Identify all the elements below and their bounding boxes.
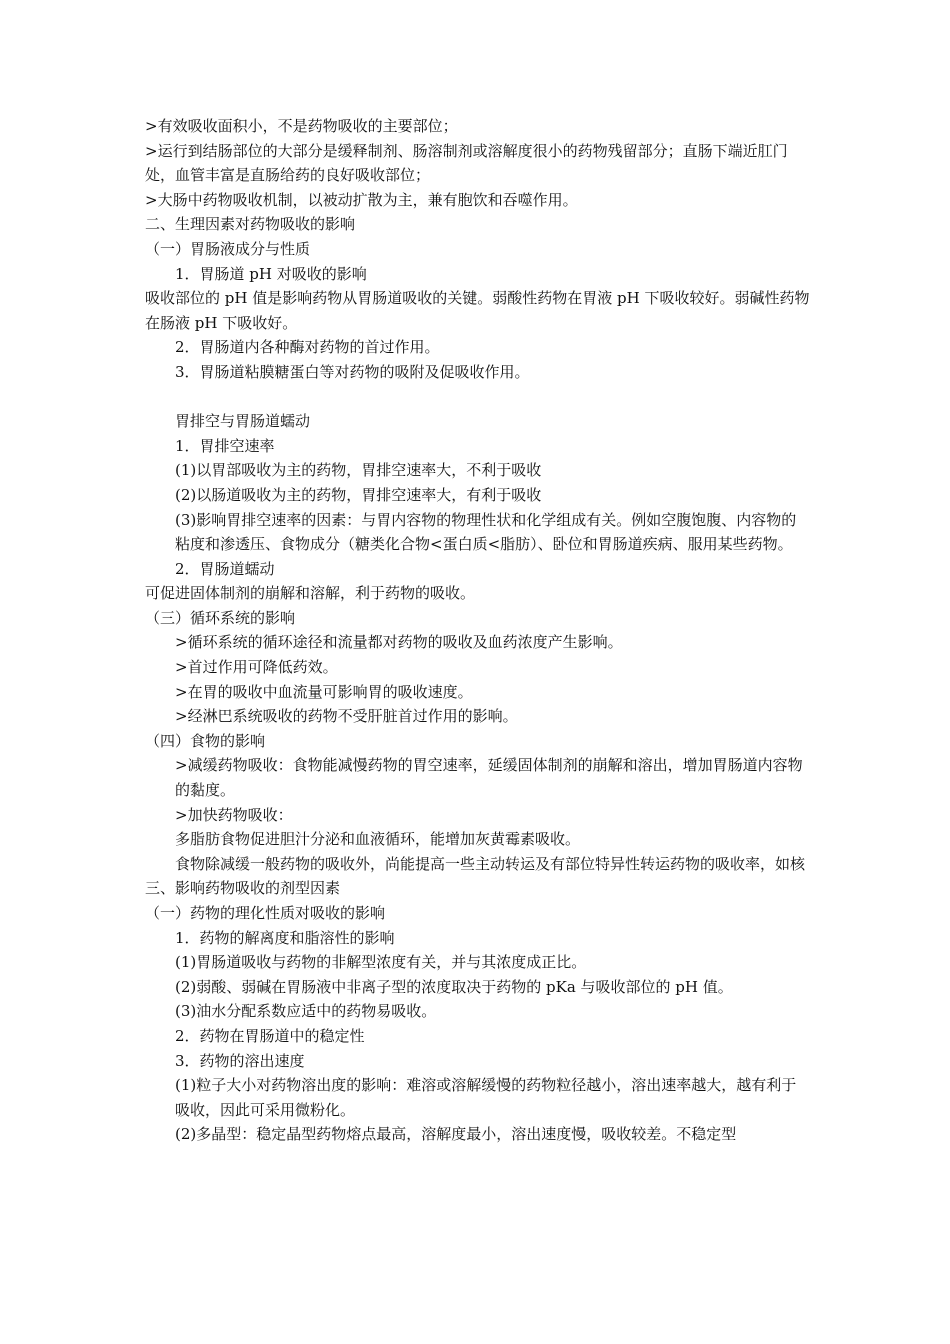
text-line: >加快药物吸收： xyxy=(175,805,293,824)
text-line: >减缓药物吸收：食物能减慢药物的胃空速率，延缓固体制剂的崩解和溶出，增加胃肠道内容物的黏度。 xyxy=(175,756,803,800)
text-line: （一）药物的理化性质对吸收的影响 xyxy=(145,904,386,922)
text-line: >在胃的吸收中血流量可影响胃的吸收速度。 xyxy=(175,682,473,701)
text-line: (1)粒子大小对药物溶出度的影响：难溶或溶解缓慢的药物粒径越小，溶出速率越大，越有利于吸收，因此可采用微粉化。 xyxy=(175,1076,797,1119)
text-line: >经淋巴系统吸收的药物不受肝脏首过作用的影响。 xyxy=(175,707,518,726)
text-line: >首过作用可降低药效。 xyxy=(175,658,338,677)
text-line: >运行到结肠部位的大部分是缓释制剂、肠溶制剂或溶解度很小的药物残留部分；直肠下端近肛门处，血管丰富是直肠给药的良好吸收部位； xyxy=(145,141,788,185)
text-line: （四）食物的影响 xyxy=(145,731,266,750)
text-line: 2．药物在胃肠道中的稳定性 xyxy=(175,1026,365,1045)
text-line: 三、影响药物吸收的剂型因素 xyxy=(145,879,341,898)
text-line: 2．胃肠道蠕动 xyxy=(175,559,275,578)
text-line: 2．胃肠道内各种酶对药物的首过作用。 xyxy=(175,338,440,357)
text-line: (3)油水分配系数应适中的药物易吸收。 xyxy=(175,1002,437,1021)
text-line: （一）胃肠液成分与性质 xyxy=(145,239,311,258)
text-line: (2)弱酸、弱碱在胃肠液中非离子型的浓度取决于药物的 pKa 与吸收部位的 pH 值。 xyxy=(175,977,733,996)
text-line: 多脂肪食物促进胆汁分泌和血液循环，能增加灰黄霉素吸收。 xyxy=(175,830,581,849)
text-line: (2)多晶型：稳定晶型药物熔点最高，溶解度最小，溶出速度慢，吸收较差。不稳定型 xyxy=(175,1125,737,1144)
text-line: (1)以胃部吸收为主的药物，胃排空速率大，不利于吸收 xyxy=(175,461,542,480)
text-line: >有效吸收面积小，不是药物吸收的主要部位； xyxy=(145,117,458,135)
text-line: （三）循环系统的影响 xyxy=(145,608,296,627)
text-line: 吸收部位的 pH 值是影响药物从胃肠道吸收的关键。弱酸性药物在胃液 pH 下吸收较好。弱碱性药物在肠液 pH 下吸收好。 xyxy=(145,289,810,332)
text-line: >大肠中药物吸收机制，以被动扩散为主，兼有胞饮和吞噬作用。 xyxy=(145,190,578,209)
blank-line xyxy=(145,385,810,410)
text-line: 食物除减缓一般药物的吸收外，尚能提高一些主动转运及有部位特异性转运药物的吸收率，如核 xyxy=(175,854,806,873)
text-line: 1．药物的解离度和脂溶性的影响 xyxy=(175,928,395,947)
text-line: 3．药物的溶出速度 xyxy=(175,1051,305,1070)
text-line: >循环系统的循环途径和流量都对药物的吸收及血药浓度产生影响。 xyxy=(175,633,623,652)
text-line: 胃排空与胃肠道蠕动 xyxy=(175,412,311,431)
text-line: 二、生理因素对药物吸收的影响 xyxy=(145,215,356,234)
text-line: 1．胃排空速率 xyxy=(175,436,275,455)
text-line: (2)以肠道吸收为主的药物，胃排空速率大，有利于吸收 xyxy=(175,485,542,504)
text-line: 1．胃肠道 pH 对吸收的影响 xyxy=(175,264,367,283)
text-line: (3)影响胃排空速率的因素：与胃内容物的物理性状和化学组成有关。例如空腹饱腹、内容物的粘度和渗透压、食物成分（糖类化合物<蛋白质<脂肪）、卧位和胃肠道疾病、服用某些药物。 xyxy=(175,510,797,554)
text-line: 可促进固体制剂的崩解和溶解，利于药物的吸收。 xyxy=(145,584,476,603)
text-line: 3．胃肠道粘膜糖蛋白等对药物的吸附及促吸收作用。 xyxy=(175,362,530,381)
document-body xyxy=(145,114,810,1147)
text-line: (1)胃肠道吸收与药物的非解型浓度有关，并与其浓度成正比。 xyxy=(175,953,587,972)
